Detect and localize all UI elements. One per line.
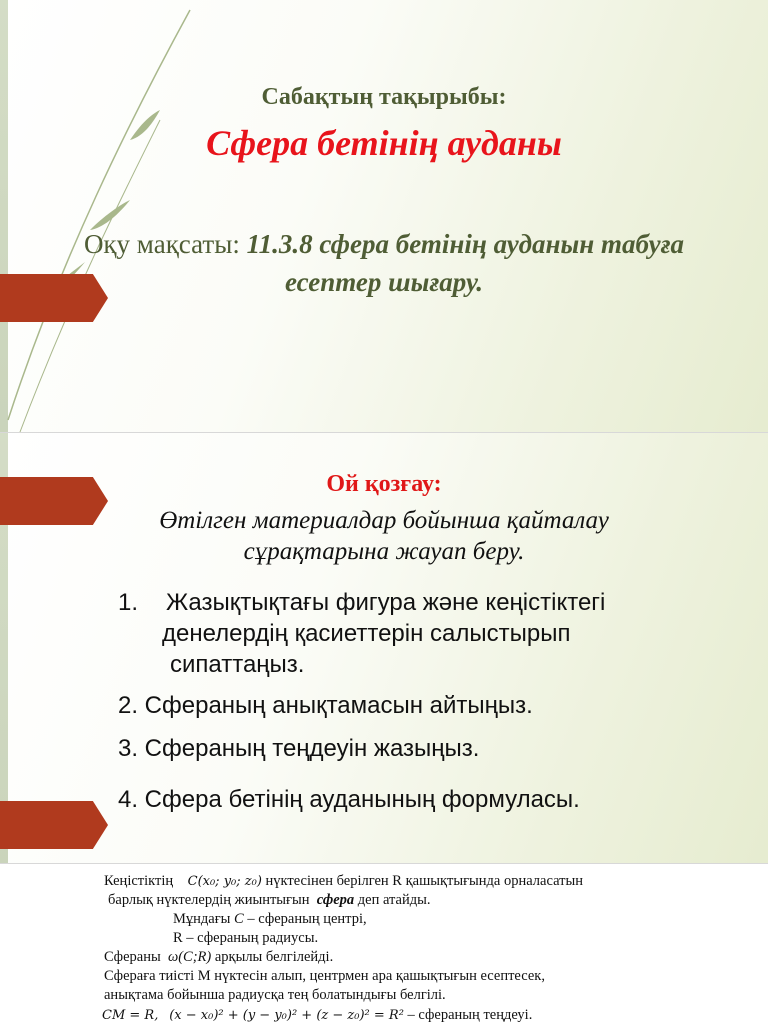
question-1-line: сипаттаңыз. [170,651,305,678]
text: нүктесінен берілген R қашықтығында орналасатын [265,873,583,889]
text: барлық нүктелердің жиынтығын [108,892,310,908]
question-1-line: денелердің қасиеттерін салыстырып [162,620,571,647]
definition-line-8 [102,1005,532,1024]
warmup-heading: Ой қозғау: [326,471,442,497]
definition-line-6: Сфераға тиісті М нүктесін алып, центрмен ара қашықтығын есептесек, [104,968,545,984]
question-2: 2. Сфераның анықтамасын айтыңыз. [118,692,533,719]
section-tab-marker [0,801,108,849]
definition-line-4: R – сфераның радиусы. [173,930,319,946]
sphere-equation-formula: (x − x₀)² + (y − y₀)² + (z − z₀)² = R² [169,1008,404,1023]
text: деп атайды. [357,892,431,908]
question-1-line: Жазықтықтағы фигура және кеңістіктегі [166,589,606,616]
learning-goal-objective: 11.3.8 сфера бетінің ауданын табуға есептер шығару. [246,229,685,297]
warmup-subtitle-line: Өтілген материалдар бойынша қайталау [159,507,609,534]
decorative-swoosh [0,0,200,432]
learning-goal-prefix: Оқу мақсаты: [83,229,247,259]
slide-title [0,0,768,432]
cm-equals-r-formula: CM = R, [102,1008,159,1023]
text: – сфераның теңдеуі. [407,1007,533,1023]
symbol-c: С [234,911,244,927]
definition-line-7: анықтама бойынша радиусқа тең болатындығы белгілі. [104,987,446,1003]
warmup-subtitle-line: сұрақтарына жауап беру. [243,538,525,565]
definition-line-3 [173,909,367,929]
question-1-number: 1. [118,589,139,616]
point-c-formula: C(x₀; y₀; z₀) [187,874,262,889]
slide-definition [0,864,768,1024]
definition-line-2 [108,890,430,910]
definition-line-1 [104,871,583,892]
definition-line-5 [104,947,333,967]
text: Мұндағы [173,911,231,927]
question-3: 3. Сфераның теңдеуін жазыңыз. [118,735,480,762]
text: арқылы белгілейді. [214,949,334,965]
question-4: 4. Сфера бетінің ауданының формуласы. [118,786,580,813]
text: – сфераның центрі, [247,911,367,927]
text: Сфераны [104,949,161,965]
slide-warmup [0,433,768,863]
lesson-topic-label: Сабақтың тақырыбы: [261,84,507,110]
text: Кеңістіктің [104,873,174,889]
warmup-subtitle [0,505,768,567]
lesson-title: Сфера бетінің ауданы [206,123,562,163]
learning-goal [0,225,768,301]
term-sphere: сфера [316,892,355,908]
sphere-notation: ω(C;R) [167,949,212,965]
